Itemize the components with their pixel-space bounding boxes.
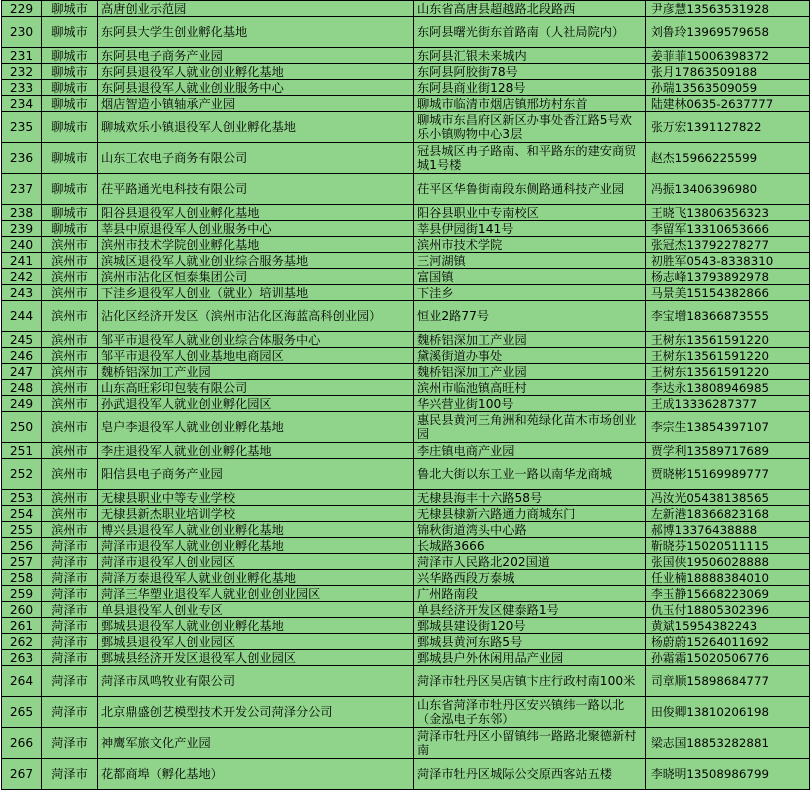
base-name-cell: 李庄退役军人就业创业孵化基地 [98,443,414,459]
city-cell: 聊城市 [42,64,98,80]
contact-cell: 靳晓芬15020511115 [646,538,810,554]
city-cell: 聊城市 [42,174,98,205]
contact-cell: 冯汝光05438138565 [646,490,810,506]
base-name-cell: 孙武退役军人就业创业孵化园区 [98,396,414,412]
contact-cell: 张月17863509188 [646,64,810,80]
address-cell: 鄄城县黄河东路5号 [414,634,646,650]
address-cell: 魏桥铝深加工产业园 [414,332,646,348]
address-cell: 阳谷县职业中专南校区 [414,205,646,221]
contact-cell: 冯振13406396980 [646,174,810,205]
table-row [2,80,810,96]
address-cell: 兴华路西段万泰城 [414,570,646,586]
city-cell: 菏泽市 [42,650,98,666]
city-cell: 聊城市 [42,143,98,174]
table-row [2,396,810,412]
address-cell: 山东省高唐县超越路北段路西 [414,1,646,17]
row-number: 251 [2,443,42,459]
contact-cell: 陆建林0635-2637777 [646,96,810,112]
address-cell: 聊城市东昌府区新区办事处香江路5号欢乐小镇购物中心3层 [414,112,646,143]
city-cell: 菏泽市 [42,602,98,618]
city-cell: 菏泽市 [42,666,98,697]
table-row [2,522,810,538]
city-cell: 菏泽市 [42,618,98,634]
table-row [2,64,810,80]
contact-cell: 王树东13561591220 [646,332,810,348]
city-cell: 聊城市 [42,205,98,221]
address-cell: 莘县伊园街141号 [414,221,646,237]
contact-cell: 李宗生13854397107 [646,412,810,443]
base-name-cell: 无棣县职业中等专业学校 [98,490,414,506]
address-cell: 菏泽市牡丹区城际公交原西客站五楼 [414,759,646,790]
base-name-cell: 滨州市沾化区恒泰集团公司 [98,269,414,285]
contact-cell: 王成13336287377 [646,396,810,412]
table-row [2,728,810,759]
base-name-cell: 北京鼎盛创艺模型技术开发公司菏泽分公司 [98,697,414,728]
base-name-cell: 菏泽三华塑业退役军人就业创业创业园区 [98,586,414,602]
table-row [2,348,810,364]
row-number: 267 [2,759,42,790]
city-cell: 菏泽市 [42,634,98,650]
city-cell: 聊城市 [42,17,98,48]
row-number: 245 [2,332,42,348]
table-row [2,412,810,443]
row-number: 257 [2,554,42,570]
address-cell: 无棣县棣新六路通力商城东门 [414,506,646,522]
table-row [2,48,810,64]
table-row [2,602,810,618]
row-number: 264 [2,666,42,697]
contact-cell: 王树东13561591220 [646,348,810,364]
contact-cell: 贾晓彬15169989777 [646,459,810,490]
city-cell: 滨州市 [42,459,98,490]
table-row [2,301,810,332]
base-name-cell: 花都商埠（孵化基地） [98,759,414,790]
base-name-cell: 菏泽万泰退役军人就业创业孵化基地 [98,570,414,586]
address-cell: 菏泽市人民路北202国道 [414,554,646,570]
table-row [2,237,810,253]
table-row [2,112,810,143]
row-number: 252 [2,459,42,490]
address-cell: 东阿县汇银未来城内 [414,48,646,64]
base-name-cell: 烟店智造小镇轴承产业园 [98,96,414,112]
row-number: 240 [2,237,42,253]
table-row [2,205,810,221]
contact-cell: 郝博13376438888 [646,522,810,538]
contact-cell: 张万宏1391127822 [646,112,810,143]
base-name-cell: 菏泽市退役军人就业创业孵化基地 [98,538,414,554]
row-number: 255 [2,522,42,538]
address-cell: 单县经济开发区健泰路1号 [414,602,646,618]
base-name-cell: 魏桥铝深加工产业园 [98,364,414,380]
contact-cell: 赵杰15966225599 [646,143,810,174]
city-cell: 聊城市 [42,80,98,96]
address-cell: 锦秋街道湾头中心路 [414,522,646,538]
contact-cell: 杨志峰13793892978 [646,269,810,285]
city-cell: 滨州市 [42,412,98,443]
city-cell: 滨州市 [42,285,98,301]
table-row [2,570,810,586]
table-row [2,759,810,790]
contact-cell: 马景美15154382866 [646,285,810,301]
contact-cell: 刘鲁玲13969579658 [646,17,810,48]
contact-cell: 李留军13310653666 [646,221,810,237]
table-row [2,586,810,602]
city-cell: 滨州市 [42,332,98,348]
city-cell: 聊城市 [42,112,98,143]
city-cell: 聊城市 [42,48,98,64]
address-cell: 惠民县黄河三角洲和苑绿化苗木市场创业园 [414,412,646,443]
base-name-cell: 东阿县电子商务产业园 [98,48,414,64]
row-number: 232 [2,64,42,80]
row-number: 243 [2,285,42,301]
address-cell: 滨州市临池镇高旺村 [414,380,646,396]
contact-cell: 杨蔚蔚15264011692 [646,634,810,650]
city-cell: 滨州市 [42,506,98,522]
table-row [2,490,810,506]
contact-cell: 张冠杰13792278277 [646,237,810,253]
base-name-cell: 东阿县大学生创业孵化基地 [98,17,414,48]
row-number: 260 [2,602,42,618]
city-cell: 滨州市 [42,364,98,380]
base-name-cell: 茌平路通光电科技有限公司 [98,174,414,205]
city-cell: 滨州市 [42,490,98,506]
row-number: 229 [2,1,42,17]
contact-cell: 贾学利13589717689 [646,443,810,459]
city-cell: 滨州市 [42,301,98,332]
row-number: 231 [2,48,42,64]
address-cell: 滨州市技术学院 [414,237,646,253]
base-name-cell: 聊城欢乐小镇退役军人创业孵化基地 [98,112,414,143]
city-cell: 滨州市 [42,269,98,285]
row-number: 249 [2,396,42,412]
city-cell: 滨州市 [42,253,98,269]
base-name-cell: 阳信县电子商务产业园 [98,459,414,490]
row-number: 256 [2,538,42,554]
city-cell: 滨州市 [42,522,98,538]
city-cell: 菏泽市 [42,538,98,554]
city-cell: 聊城市 [42,1,98,17]
contact-cell: 李玉静15668223069 [646,586,810,602]
base-name-cell: 滨城区退役军人就业创业综合服务基地 [98,253,414,269]
base-name-cell: 沾化区经济开发区（滨州市沾化区海蓝高科创业园） [98,301,414,332]
contact-cell: 姜菲菲15006398372 [646,48,810,64]
base-name-cell: 博兴县退役军人就业创业孵化基地 [98,522,414,538]
row-number: 246 [2,348,42,364]
base-name-cell: 邹平市退役军人创业基地电商园区 [98,348,414,364]
contact-cell: 李宝增18366873555 [646,301,810,332]
address-cell: 茌平区华鲁街南段东侧路通科技产业园 [414,174,646,205]
table-row [2,269,810,285]
table-row [2,143,810,174]
row-number: 254 [2,506,42,522]
base-name-cell: 高唐创业示范园 [98,1,414,17]
base-name-cell: 邹平市退役军人就业创业综合体服务中心 [98,332,414,348]
table-row [2,332,810,348]
table-row [2,459,810,490]
contact-cell: 孙霜霜15020506776 [646,650,810,666]
row-number: 266 [2,728,42,759]
base-name-cell: 鄄城县退役军人创业园区 [98,634,414,650]
address-cell: 下洼乡 [414,285,646,301]
address-cell: 冠县城区冉子路南、和平路东的建安商贸城1号楼 [414,143,646,174]
contact-cell: 初胜军0543-8338310 [646,253,810,269]
table-row [2,1,810,17]
contact-cell: 张国侠19506028888 [646,554,810,570]
city-cell: 滨州市 [42,348,98,364]
table-row [2,697,810,728]
city-cell: 菏泽市 [42,728,98,759]
city-cell: 滨州市 [42,443,98,459]
address-cell: 鄄城县户外休闲用品产业园 [414,650,646,666]
contact-cell: 王树东13561591220 [646,364,810,380]
row-number: 236 [2,143,42,174]
address-cell: 菏泽市牡丹区吴店镇卞庄行政村南100米 [414,666,646,697]
row-number: 250 [2,412,42,443]
address-cell: 菏泽市牡丹区小留镇纬一路路北聚德新村南 [414,728,646,759]
contact-cell: 梁志国18853282881 [646,728,810,759]
city-cell: 滨州市 [42,237,98,253]
row-number: 233 [2,80,42,96]
row-number: 244 [2,301,42,332]
contact-cell: 任业楠18888384010 [646,570,810,586]
base-name-cell: 神鹰军旅文化产业园 [98,728,414,759]
row-number: 238 [2,205,42,221]
city-cell: 菏泽市 [42,570,98,586]
row-number: 259 [2,586,42,602]
base-name-cell: 菏泽市凤鸣牧业有限公司 [98,666,414,697]
base-name-cell: 鄄城县退役军人就业创业孵化基地 [98,618,414,634]
address-cell: 李庄镇电商产业园 [414,443,646,459]
base-name-cell: 鄄城县经济开发区退役军人创业园区 [98,650,414,666]
base-name-cell: 阳谷县退役军人创业孵化基地 [98,205,414,221]
address-cell: 魏桥铝深加工产业园 [414,364,646,380]
base-name-cell: 菏泽市退役军人创业园区 [98,554,414,570]
address-cell: 东阿县曙光街东首路南（人社局院内） [414,17,646,48]
row-number: 237 [2,174,42,205]
city-cell: 聊城市 [42,96,98,112]
address-cell: 富国镇 [414,269,646,285]
table-row [2,666,810,697]
address-cell: 广州路南段 [414,586,646,602]
address-cell: 恒业2路77号 [414,301,646,332]
address-cell: 鲁北大街以东工业一路以南华龙商城 [414,459,646,490]
base-name-cell: 东阿县退役军人就业创业孵化基地 [98,64,414,80]
table-row [2,538,810,554]
address-cell: 黛溪街道办事处 [414,348,646,364]
address-cell: 东阿县商业街128号 [414,80,646,96]
city-cell: 菏泽市 [42,554,98,570]
table-row [2,96,810,112]
city-cell: 菏泽市 [42,759,98,790]
row-number: 234 [2,96,42,112]
city-cell: 菏泽市 [42,697,98,728]
table-row [2,253,810,269]
row-number: 248 [2,380,42,396]
row-number: 239 [2,221,42,237]
base-name-cell: 山东高旺彩印包装有限公司 [98,380,414,396]
contact-cell: 田俊卿13810206198 [646,697,810,728]
address-cell: 无棣县海丰十六路58号 [414,490,646,506]
table-row [2,618,810,634]
row-number: 262 [2,634,42,650]
address-cell: 三河湖镇 [414,253,646,269]
contact-cell: 左新港18366823168 [646,506,810,522]
contact-cell: 李达永13808946985 [646,380,810,396]
address-cell: 山东省菏泽市牡丹区安兴镇纬一路以北（金泓电子东邻） [414,697,646,728]
table-row [2,221,810,237]
table-row [2,634,810,650]
table-row [2,380,810,396]
contact-cell: 孙瑞13563509059 [646,80,810,96]
city-cell: 滨州市 [42,396,98,412]
records-table [1,0,810,790]
contact-cell: 司章顺15898684777 [646,666,810,697]
city-cell: 滨州市 [42,380,98,396]
records-table-body [2,1,810,790]
contact-cell: 王晓飞13806356323 [646,205,810,221]
row-number: 242 [2,269,42,285]
row-number: 263 [2,650,42,666]
contact-cell: 仇玉付18805302396 [646,602,810,618]
table-row [2,174,810,205]
row-number: 258 [2,570,42,586]
base-name-cell: 无棣县新杰职业培训学校 [98,506,414,522]
row-number: 230 [2,17,42,48]
address-cell: 聊城市临清市烟店镇邢坊村东首 [414,96,646,112]
contact-cell: 李晓明13508986799 [646,759,810,790]
table-row [2,285,810,301]
address-cell: 鄄城县建设街120号 [414,618,646,634]
table-row [2,506,810,522]
row-number: 235 [2,112,42,143]
table-row [2,443,810,459]
address-cell: 长城路3666 [414,538,646,554]
base-name-cell: 滨州市技术学院创业孵化基地 [98,237,414,253]
table-row [2,364,810,380]
table-row [2,554,810,570]
address-cell: 华兴营业街100号 [414,396,646,412]
row-number: 253 [2,490,42,506]
base-name-cell: 单县退役军人创业专区 [98,602,414,618]
city-cell: 菏泽市 [42,586,98,602]
city-cell: 聊城市 [42,221,98,237]
contact-cell: 尹彦慧13563531928 [646,1,810,17]
table-row [2,650,810,666]
contact-cell: 黄斌15954382243 [646,618,810,634]
row-number: 247 [2,364,42,380]
base-name-cell: 莘县中原退役军人创业服务中心 [98,221,414,237]
row-number: 265 [2,697,42,728]
base-name-cell: 下洼乡退役军人创业（就业）培训基地 [98,285,414,301]
row-number: 261 [2,618,42,634]
base-name-cell: 皂户李退役军人就业创业孵化基地 [98,412,414,443]
address-cell: 东阿县阿胶街78号 [414,64,646,80]
row-number: 241 [2,253,42,269]
base-name-cell: 东阿县退役军人就业创业服务中心 [98,80,414,96]
table-row [2,17,810,48]
base-name-cell: 山东工农电子商务有限公司 [98,143,414,174]
